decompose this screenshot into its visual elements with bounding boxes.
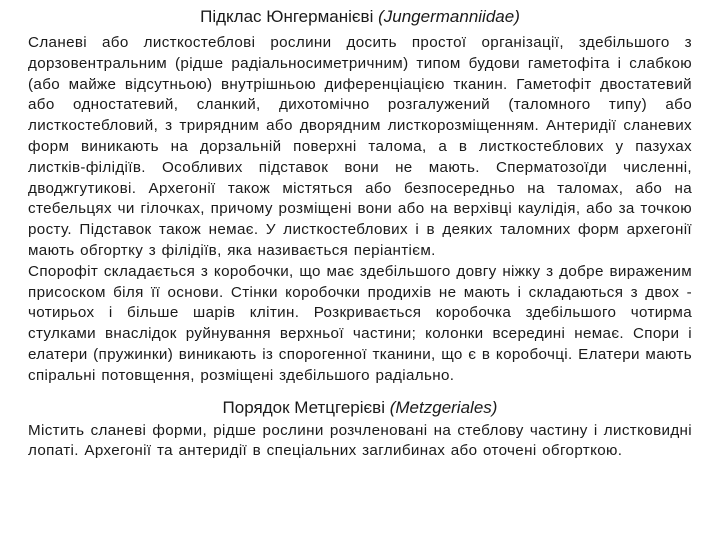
heading-latin-name: (Jungermanniidae): [378, 7, 520, 26]
paragraph-sporophyte: Спорофіт складається з коробочки, що має здебільшого довгу ніжку з добре вираженим присоском біля її основи. Стінки коробочки продихів не мають і складаються з двох - чотирьох і більше шарів клітин. Розкривається коробочка здебільшого чотирма стулками внаслідок руйнування верхньої частини; колонки всередині немає. Спори і елатери (пружинки) виникають із спорогенної тканини, що є в коробочці. Елатери мають спіральні потовщення, розміщені здебільшого радіально.: [28, 262, 692, 384]
paragraph-metzgeriales: Містить сланеві форми, рідше рослини розчленовані на стеблову частину і листковидні лопаті. Архегонії та антеридії в спеціальних заглибинах або оточені обгорткою.: [28, 421, 692, 460]
paragraph-gametophyte: Сланеві або листкостеблові рослини досить простої організації, здебільшого з дорзовентральним (рідше радіальносиметричним) типом будови гаметофіта і слабкою (або майже відсутньою) внутрішньою диференціацією тканин. Гаметофіт двостатевий або одностатевий, сланкий, дихотомічно розгалужений (таломного типу) або листкостебловий, з трирядним або дворядним листкорозміщенням. Антеридії сланевих форм виникають на дорзальній поверхні талома, а в листкостеблових у пазухах листків-філідіїв. Особливих підставок вони не мають. Сперматозоїди численні, дводжгутикові. Архегонії також містяться або безпосередньо на таломах, або на стебельцях чи гілочках, причому розміщені вони або на верхівці каулідія, або за точкою росту. Підставок також немає. У листкостеблових і в деяких таломних форм архегонії мають обгортку з філідіїв, яка називається періантієм.: [28, 34, 692, 259]
heading-latin-name: (Metzgeriales): [389, 397, 498, 417]
section-heading-jungermanniidae: [28, 6, 692, 28]
heading-text: Порядок Метцгерієві: [222, 397, 385, 417]
section-heading-metzgeriales: [28, 397, 692, 419]
heading-text: Підклас Юнгерманієві: [200, 7, 374, 26]
